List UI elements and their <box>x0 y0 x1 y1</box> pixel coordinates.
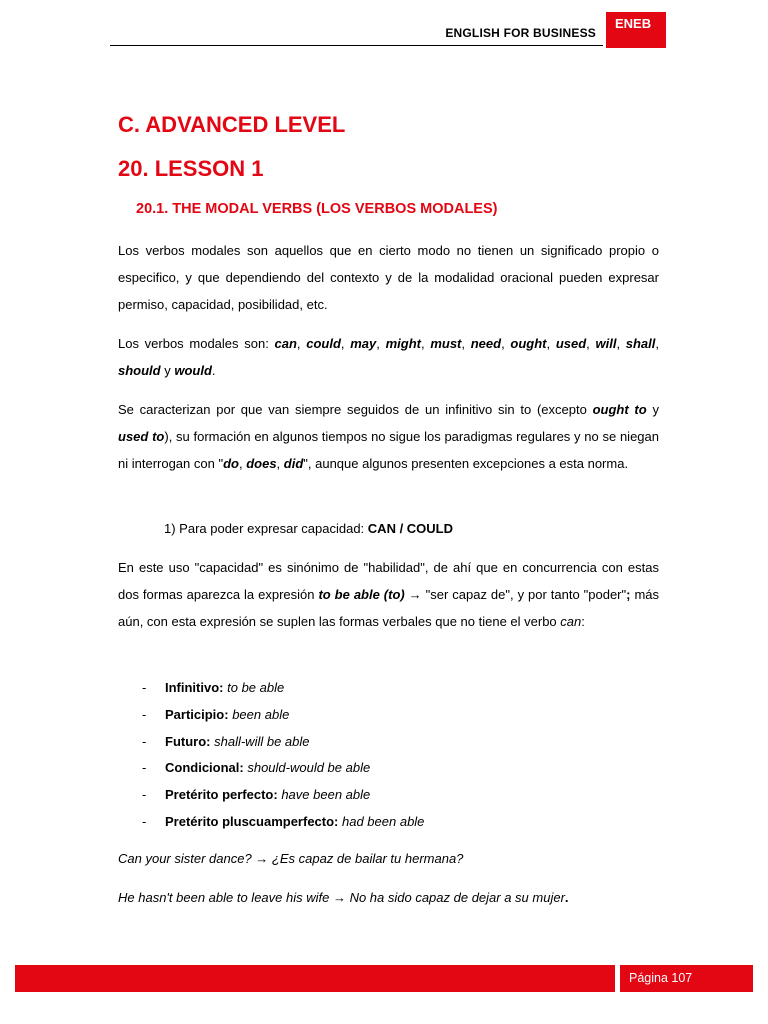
separator: , <box>546 336 556 351</box>
header-title: ENGLISH FOR BUSINESS <box>445 26 596 40</box>
term-do: do <box>223 456 239 471</box>
list-dash: - <box>142 760 147 776</box>
term-can: can <box>560 614 582 629</box>
separator: , <box>461 336 471 351</box>
term-to-be-able: to be able (to) <box>318 587 405 602</box>
arrow-glyph: → <box>404 587 426 602</box>
modal-verb: may <box>350 336 377 351</box>
text-run: , <box>238 456 247 471</box>
form-value: have been able <box>281 787 371 803</box>
list-dash: - <box>142 680 147 695</box>
capacity-paragraph <box>118 554 659 635</box>
footer-bar <box>15 965 615 992</box>
list-dash: - <box>142 706 147 722</box>
example-sentence-2 <box>118 884 659 911</box>
text-run: Se caracterizan por que van siempre seguidos de un infinitivo sin to (excepto <box>118 402 593 417</box>
header-divider <box>110 45 603 46</box>
numbered-point <box>164 515 659 542</box>
separator: , <box>655 336 660 351</box>
text-run: . <box>564 890 569 905</box>
term-ought-to: ought to <box>592 402 647 417</box>
list-item <box>118 782 659 809</box>
page-number: Página 107 <box>620 965 753 992</box>
form-label: Futuro: <box>165 733 211 749</box>
text-run: : <box>581 614 585 629</box>
separator: , <box>296 336 307 351</box>
form-label: Pretérito perfecto: <box>165 787 278 803</box>
text-run: ", aunque algunos presenten excepciones a esta norma. <box>303 456 629 471</box>
term-did: did <box>283 456 304 471</box>
eneb-logo: ENEB <box>606 12 666 48</box>
modal-verb: should <box>118 363 161 378</box>
text-run: ), su formación en algunos tiempos no sigue los paradigmas regulares y no se niegan ni interrogan con " <box>118 429 659 471</box>
modal-verb: shall <box>625 336 656 351</box>
form-value: should-would be able <box>247 760 371 776</box>
list-item <box>118 729 659 756</box>
list-dash: - <box>142 813 147 829</box>
modal-verb: can <box>274 336 297 351</box>
text-run: "ser capaz de", y por tanto "poder" <box>425 587 627 602</box>
list-item <box>118 675 659 702</box>
modal-verb: will <box>595 336 617 351</box>
modal-verb: would <box>174 363 212 378</box>
text-run: más aún, con esta expresión se suplen las formas verbales que no tiene el verbo <box>118 587 660 629</box>
list-dash: - <box>142 733 147 749</box>
list-item <box>118 809 659 836</box>
form-label: Pretérito pluscuamperfecto: <box>165 813 339 829</box>
separator: , <box>376 336 386 351</box>
section-heading: 20.1. THE MODAL VERBS (LOS VERBOS MODALES) <box>136 201 498 217</box>
modal-verbs-paragraph <box>118 330 659 384</box>
example-sentence-1 <box>118 845 659 872</box>
separator: y <box>160 363 175 378</box>
text-run: En este uso "capacidad" es sinónimo de "habilidad", de ahí que en concurrencia con estas dos formas aparezca la expresión <box>118 560 659 602</box>
modal-verbs-lead: Los verbos modales son: <box>118 336 275 351</box>
separator: . <box>211 363 216 378</box>
separator: , <box>586 336 596 351</box>
form-value: been able <box>232 706 290 722</box>
form-label: Condicional: <box>165 760 244 776</box>
level-heading: C. ADVANCED LEVEL <box>118 112 346 137</box>
example-text: Can your sister dance? → ¿Es capaz de bailar tu hermana? <box>118 851 464 866</box>
form-label: Participio: <box>165 706 229 722</box>
separator: , <box>421 336 431 351</box>
modal-verb: must <box>430 336 462 351</box>
modal-verb: need <box>470 336 502 351</box>
term-used-to: used to <box>118 429 165 444</box>
term-does: does <box>246 456 277 471</box>
example-text: He hasn't been able to leave his wife → No ha sido capaz de dejar a su mujer <box>118 890 565 905</box>
list-item <box>118 755 659 782</box>
list-dash: - <box>142 787 147 803</box>
verb-forms-list <box>118 675 659 836</box>
characteristics-paragraph <box>118 396 659 477</box>
modal-verb: ought <box>510 336 547 351</box>
list-item <box>118 702 659 729</box>
numbered-point-text: 1) Para poder expresar capacidad: <box>164 521 368 536</box>
intro-paragraph: Los verbos modales son aquellos que en cierto modo no tienen un significado propio o especifico, y que dependiendo del contexto y de la modalidad oracional pueden expresar permiso, capacidad, posibilidad, etc. <box>118 243 659 312</box>
text-run: y <box>646 402 659 417</box>
form-label: Infinitivo: <box>165 680 224 695</box>
separator: , <box>616 336 626 351</box>
text-run: ; <box>626 587 631 602</box>
form-value: had been able <box>342 813 425 829</box>
separator: , <box>501 336 511 351</box>
form-value: to be able <box>227 680 285 695</box>
modal-verb: could <box>306 336 341 351</box>
modal-verb: used <box>555 336 587 351</box>
modal-verb: might <box>385 336 421 351</box>
separator: , <box>340 336 351 351</box>
form-value: shall-will be able <box>214 733 310 749</box>
numbered-point-bold: CAN / COULD <box>367 521 454 536</box>
lesson-heading: 20. LESSON 1 <box>118 156 264 181</box>
text-run: , <box>276 456 284 471</box>
